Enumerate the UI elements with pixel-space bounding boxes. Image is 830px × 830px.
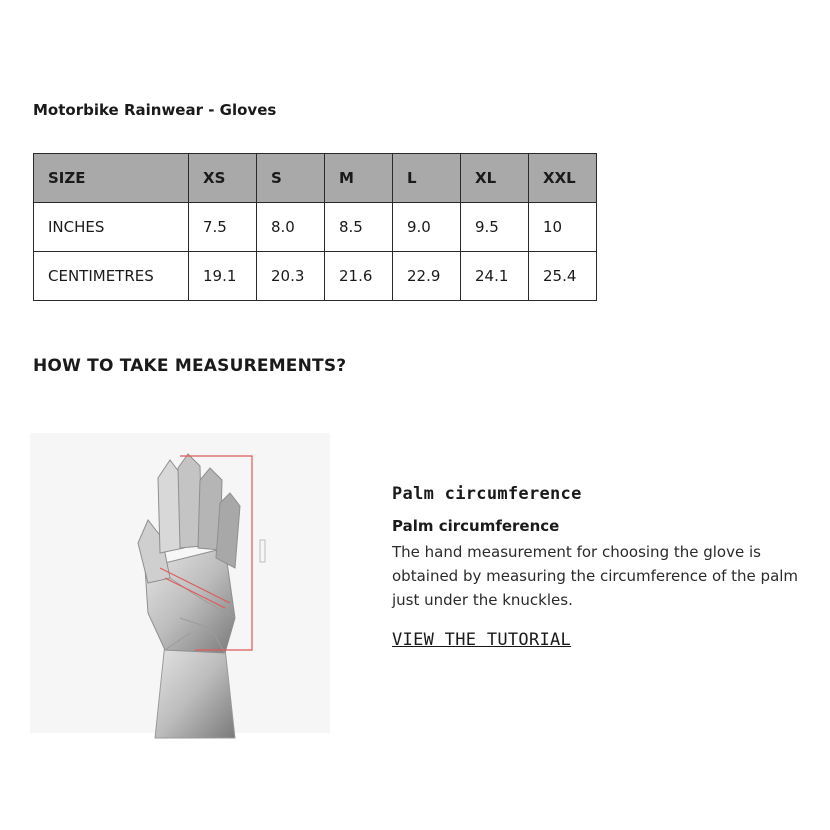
header-cell: M: [325, 154, 393, 203]
table-cell: 9.5: [461, 203, 529, 252]
table-cell: 10: [529, 203, 597, 252]
measurements-heading: HOW TO TAKE MEASUREMENTS?: [33, 356, 347, 376]
header-cell: S: [257, 154, 325, 203]
header-cell: XL: [461, 154, 529, 203]
page-title: Motorbike Rainwear - Gloves: [33, 101, 277, 119]
table-cell: 24.1: [461, 252, 529, 301]
table-cell: 21.6: [325, 252, 393, 301]
table-cell: 25.4: [529, 252, 597, 301]
table-cell: 8.0: [257, 203, 325, 252]
header-cell: L: [393, 154, 461, 203]
table-cell: 20.3: [257, 252, 325, 301]
measurement-description: The hand measurement for choosing the glove is obtained by measuring the circumference of the palm just under the knuckles.: [392, 543, 799, 609]
header-cell: SIZE: [34, 154, 189, 203]
table-cell: 8.5: [325, 203, 393, 252]
measurement-title: Palm circumference: [392, 484, 582, 504]
table-cell: 19.1: [189, 252, 257, 301]
table-cell: CENTIMETRES: [34, 252, 189, 301]
header-cell: XXL: [529, 154, 597, 203]
view-tutorial-link[interactable]: VIEW THE TUTORIAL: [392, 630, 572, 650]
table-cell: 9.0: [393, 203, 461, 252]
hand-illustration-icon: [30, 418, 330, 748]
table-cell: INCHES: [34, 203, 189, 252]
table-cell: 22.9: [393, 252, 461, 301]
header-cell: XS: [189, 154, 257, 203]
table-header-row: [34, 154, 597, 203]
table-cell: 7.5: [189, 203, 257, 252]
table-row: [34, 203, 597, 252]
size-table: [33, 153, 597, 301]
table-row: [34, 252, 597, 301]
measurement-subtitle: Palm circumference: [392, 517, 560, 535]
